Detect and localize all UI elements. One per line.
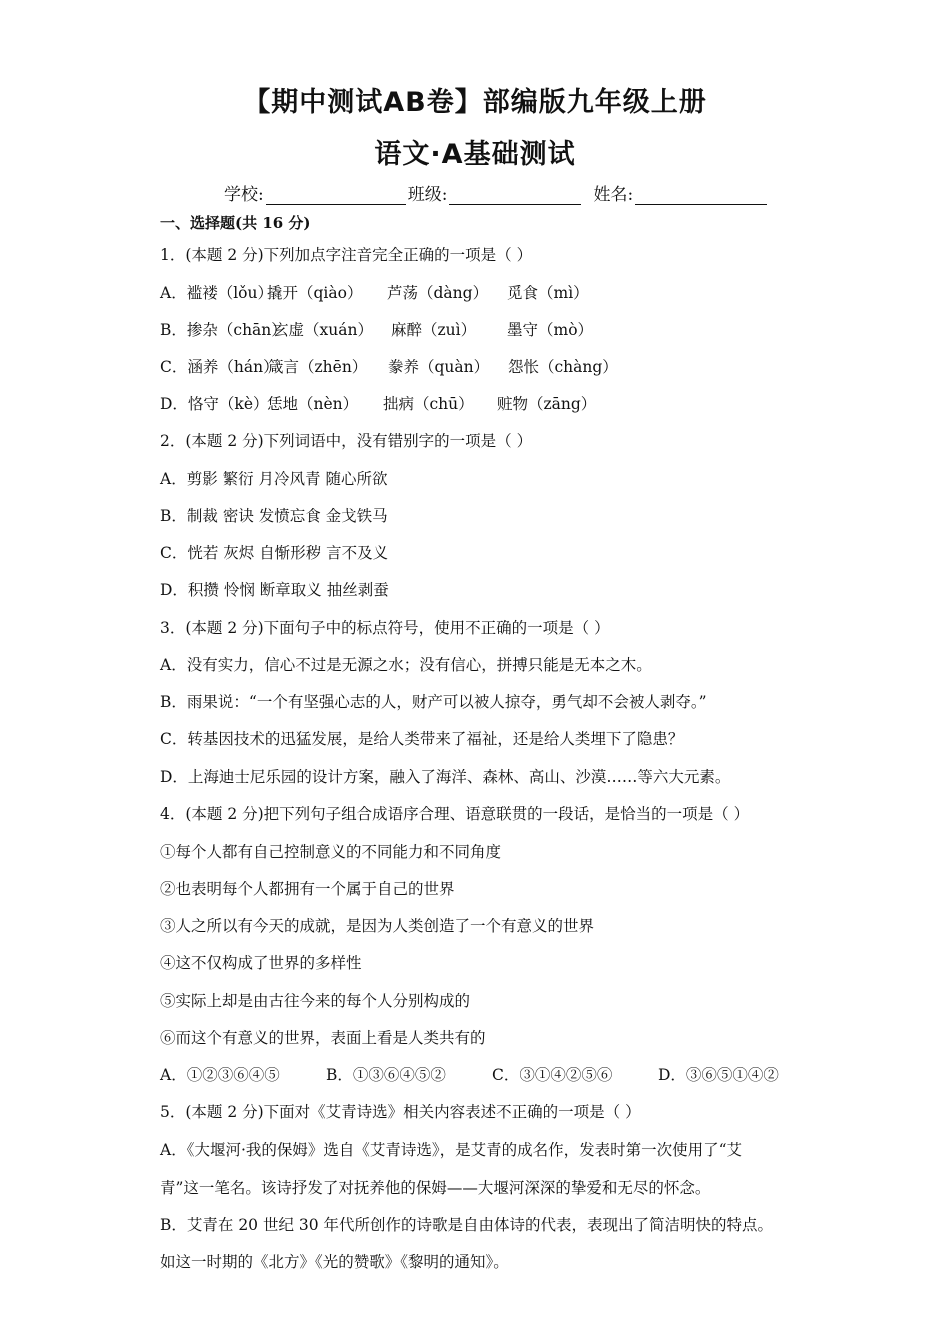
option-text: 恁地（nèn） <box>267 395 359 413</box>
question-4-sentence: ①每个人都有自己控制意义的不同能力和不同角度 <box>160 843 502 861</box>
option-text: 撬开（qiào） <box>267 284 363 302</box>
question-4-sentence: ④这不仅构成了世界的多样性 <box>160 954 362 972</box>
option-text: 玄虚（xuán） <box>273 321 373 339</box>
question-2-option-c: C．恍若 灰烬 自惭形秽 言不及义 <box>160 544 389 562</box>
name-blank[interactable] <box>635 184 767 205</box>
question-3-option-a: A．没有实力，信心不过是无源之水；没有信心，拼搏只能是无本之木。 <box>160 656 652 674</box>
option-text: 拙病（chū） <box>383 395 474 413</box>
section-heading: 一、选择题(共 16 分) <box>160 214 311 232</box>
question-4-sentence: ②也表明每个人都拥有一个属于自己的世界 <box>160 880 455 898</box>
question-4-sentence: ⑥而这个有意义的世界，表面上看是人类共有的 <box>160 1029 486 1047</box>
question-1-stem: 1．(本题 2 分)下列加点字注音完全正确的一项是（ ） <box>160 246 533 264</box>
question-4-stem: 4．(本题 2 分)把下列句子组合成语序合理、语意联贯的一段话，是恰当的一项是（ ） <box>160 805 750 823</box>
question-3-option-c: C．转基因技术的迅猛发展，是给人类带来了福祉，还是给人类埋下了隐患？ <box>160 730 684 748</box>
question-3-option-d: D．上海迪士尼乐园的设计方案，融入了海洋、森林、高山、沙漠……等六大元素。 <box>160 768 731 786</box>
class-label: 班级: <box>407 185 448 205</box>
question-2-option-b: B．制裁 密诀 发愤忘食 金戈铁马 <box>160 507 388 525</box>
option-text: 赃物（zāng） <box>497 395 597 413</box>
question-1-option-d <box>160 392 596 414</box>
option-text: A．①②③⑥④⑤ <box>160 1066 280 1084</box>
question-3-option-b: B．雨果说：“一个有坚强心志的人，财产可以被人掠夺，勇气却不会被人剥夺。” <box>160 693 707 711</box>
question-2-option-a: A．剪影 繁衍 月冷风青 随心所欲 <box>160 470 388 488</box>
option-text: D．③⑥⑤①④② <box>658 1066 779 1084</box>
exam-subtitle: 语文·A基础测试 <box>374 139 576 170</box>
question-2-option-d: D．积攒 怜悯 断章取义 抽丝剥蚕 <box>160 581 389 599</box>
school-label: 学校: <box>224 185 264 205</box>
question-2-stem: 2．(本题 2 分)下列词语中，没有错别字的一项是（ ） <box>160 432 533 450</box>
question-5-option-a-cont: 青”这一笔名。该诗抒发了对抚养他的保姆——大堰河深深的挚爱和无尽的怀念。 <box>160 1179 711 1197</box>
option-text: 豢养（quàn） <box>388 358 490 376</box>
question-5-option-a: A．《大堰河·我的保姆》选自《艾青诗选》，是艾青的成名作，发表时第一次使用了“艾 <box>160 1141 743 1159</box>
question-5-option-b-cont: 如这一时期的《北方》《光的赞歌》《黎明的通知》。 <box>160 1253 509 1271</box>
question-4-sentence: ③人之所以有今天的成就，是因为人类创造了一个有意义的世界 <box>160 917 595 935</box>
option-text: 怨怅（chàng） <box>508 358 618 376</box>
class-blank[interactable] <box>449 184 581 205</box>
option-text: 觅食（mì） <box>507 284 589 302</box>
question-1-option-c <box>160 355 618 377</box>
option-text: B．①③⑥④⑤② <box>326 1066 446 1084</box>
option-text: 麻醉（zuì） <box>391 321 477 339</box>
student-info-row <box>224 180 769 205</box>
exam-title: 【期中测试AB卷】部编版九年级上册 <box>243 87 707 118</box>
question-3-stem: 3．(本题 2 分)下面句子中的标点符号，使用不正确的一项是（ ） <box>160 619 610 637</box>
option-text: 墨守（mò） <box>507 321 594 339</box>
option-text: A．褴褛（lǒu） <box>160 284 273 302</box>
question-4-options <box>160 1063 779 1085</box>
option-text: C．③①④②⑤⑥ <box>492 1066 613 1084</box>
option-text: 箴言（zhēn） <box>268 358 368 376</box>
option-text: D．恪守（kè） <box>160 395 269 413</box>
name-label: 姓名: <box>593 185 634 205</box>
question-1-option-b <box>160 318 593 340</box>
question-5-option-b: B．艾青在 20 世纪 30 年代所创作的诗歌是自由体诗的代表，表现出了简洁明快的特点。 <box>160 1216 774 1234</box>
question-5-stem: 5．(本题 2 分)下面对《艾青诗选》相关内容表述不正确的一项是（ ） <box>160 1103 641 1121</box>
question-1-option-a <box>160 281 589 303</box>
school-blank[interactable] <box>266 184 406 205</box>
option-text: 芦荡（dàng） <box>387 284 489 302</box>
option-text: C．涵养（hán） <box>160 358 279 376</box>
option-text: B．掺杂（chān） <box>160 321 287 339</box>
question-4-sentence: ⑤实际上却是由古往今来的每个人分别构成的 <box>160 992 471 1010</box>
